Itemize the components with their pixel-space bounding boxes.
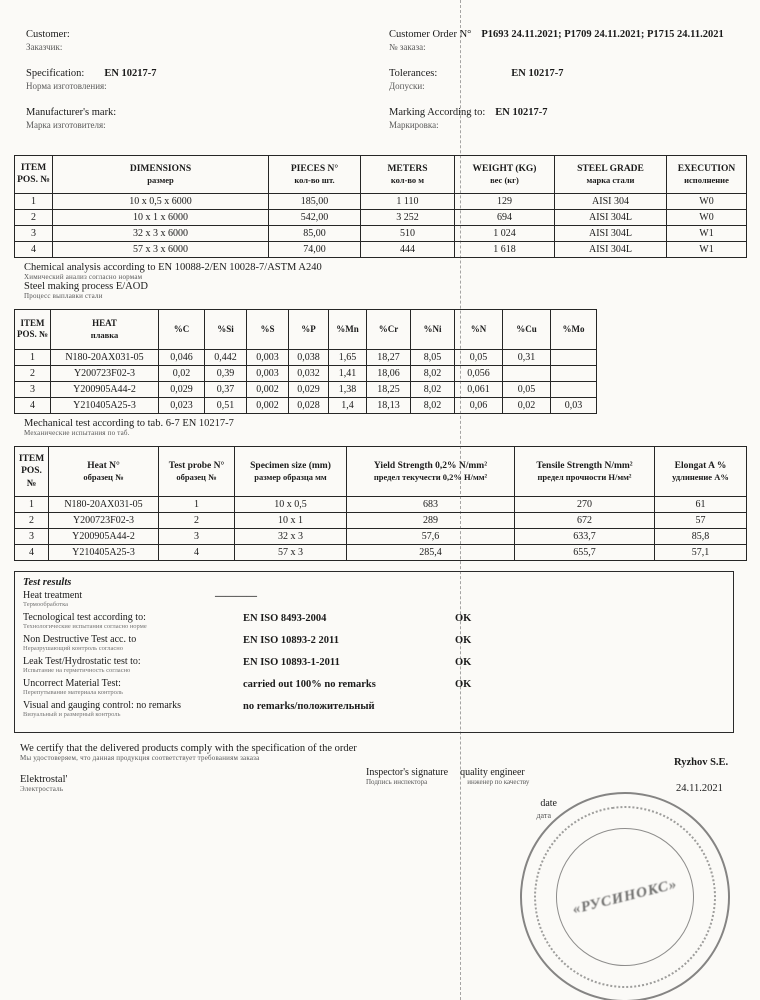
table-cell: 0,056 [455, 366, 503, 382]
table-cell: 8,05 [411, 350, 455, 366]
chemical-analysis-note [24, 262, 746, 300]
col-si: %Si [205, 309, 247, 349]
inspector-signature-label: Inspector's signature [366, 767, 449, 779]
table-cell: 57 x 3 x 6000 [53, 241, 269, 257]
table-cell [551, 382, 597, 398]
marking-label: Marking According to: [389, 107, 486, 118]
col-heat-no: Heat N° образец № [49, 447, 159, 497]
table-cell: 1 [159, 497, 235, 513]
test-status: OK [455, 679, 472, 691]
quality-engineer-label: quality engineer [460, 767, 525, 779]
table-cell: 4 [15, 545, 49, 561]
test-label: Heat treatment [23, 590, 83, 602]
table-cell: 0,032 [289, 366, 329, 382]
test-label: Visual and gauging control: no remarks [23, 700, 181, 712]
col-steel-grade: STEEL GRADE марка стали [555, 156, 667, 194]
date-label: date [540, 798, 557, 810]
table-row [15, 350, 597, 366]
col-item-pos: ITEM POS. № [15, 156, 53, 194]
table-cell: 57 x 3 [235, 545, 347, 561]
mechanical-table [14, 446, 747, 561]
header-left [14, 24, 389, 141]
certify-statement-ru: Мы удостоверяем, что данная продукция соответствует требованиям заказа [20, 754, 260, 763]
specification-field [26, 63, 389, 91]
table-cell: 3 [15, 225, 53, 241]
table-cell: 1 024 [455, 225, 555, 241]
inspector-signature-label-ru: Подпись инспектора [366, 778, 428, 787]
company-stamp [506, 778, 743, 1000]
table-cell: 18,25 [367, 382, 411, 398]
table-cell: N180-20AX031-05 [51, 350, 159, 366]
table-cell: 4 [159, 545, 235, 561]
col-n: %N [455, 309, 503, 349]
customer-order-field [389, 24, 746, 52]
customer-field [26, 24, 389, 52]
customer-label: Customer: [26, 29, 70, 40]
table-row [15, 513, 747, 529]
tolerances-label-ru: Допуски: [389, 81, 425, 91]
customer-label-ru: Заказчик: [26, 42, 63, 52]
col-cr: %Cr [367, 309, 411, 349]
table-cell: 8,02 [411, 366, 455, 382]
col-weight: WEIGHT (KG) вес (кг) [455, 156, 555, 194]
table-cell: 1,65 [329, 350, 367, 366]
table-cell: 18,13 [367, 398, 411, 414]
stamp-center-text: «РУСИНОКС» [570, 875, 679, 918]
table-cell: 444 [361, 241, 455, 257]
table-cell: 1 [15, 350, 51, 366]
table-cell [551, 350, 597, 366]
table-cell: 0,05 [455, 350, 503, 366]
header [14, 24, 746, 141]
test-label-ru: Термообработка [23, 601, 69, 609]
table-cell: 2 [15, 366, 51, 382]
mechanical-test-note-ru: Механические испытания по таб. [24, 429, 130, 438]
col-tensile-strength: Tensile Strength N/mm² предел прочности Н/мм² [515, 447, 655, 497]
customer-order-label-ru: № заказа: [389, 42, 426, 52]
dimensions-header-row [15, 156, 747, 194]
mechanical-test-note-en: Mechanical test according to tab. 6-7 EN 10217-7 [24, 418, 234, 430]
customer-order-label: Customer Order N° [389, 29, 472, 40]
table-cell: 0,038 [289, 350, 329, 366]
table-cell: 2 [15, 513, 49, 529]
col-meters: METERS кол-во м [361, 156, 455, 194]
col-test-probe: Test probe N° образец № [159, 447, 235, 497]
table-cell: Y200905A44-2 [51, 382, 159, 398]
table-row [15, 545, 747, 561]
test-value: carried out 100% no remarks [243, 679, 376, 691]
test-result-row-material [23, 678, 723, 696]
col-cu: %Cu [503, 309, 551, 349]
test-status: OK [455, 657, 472, 669]
manufacturer-mark-label: Manufacturer's mark: [26, 107, 117, 118]
table-cell: 57,1 [655, 545, 747, 561]
table-cell [551, 366, 597, 382]
table-cell: Y210405A25-3 [49, 545, 159, 561]
test-status: OK [455, 613, 472, 625]
table-cell: W0 [667, 193, 747, 209]
table-cell: 129 [455, 193, 555, 209]
table-cell: 510 [361, 225, 455, 241]
table-cell: 85,8 [655, 529, 747, 545]
table-cell: 0,37 [205, 382, 247, 398]
steel-process-note-en: Steel making process E/AOD [24, 280, 148, 292]
test-result-row-leak [23, 656, 723, 674]
table-cell: 74,00 [269, 241, 361, 257]
table-row [15, 193, 747, 209]
test-label: Tecnological test according to: [23, 612, 146, 624]
chemistry-table [14, 309, 597, 414]
table-cell: 32 x 3 x 6000 [53, 225, 269, 241]
table-cell: Y200905A44-2 [49, 529, 159, 545]
certify-statement [20, 743, 746, 762]
table-cell: 1 [15, 193, 53, 209]
quality-engineer-label-ru: инженер по качеству [467, 778, 530, 787]
table-cell: 185,00 [269, 193, 361, 209]
col-specimen-size: Specimen size (mm) размер образца мм [235, 447, 347, 497]
table-cell: 0,02 [503, 398, 551, 414]
signature-date: 24.11.2021 [676, 783, 723, 795]
test-result-row-heat-treatment [23, 590, 723, 608]
table-cell: 270 [515, 497, 655, 513]
table-cell: Y210405A25-3 [51, 398, 159, 414]
test-status [455, 590, 723, 591]
table-cell: 1,4 [329, 398, 367, 414]
table-cell: 10 x 1 x 6000 [53, 209, 269, 225]
table-cell: 0,03 [551, 398, 597, 414]
col-c: %C [159, 309, 205, 349]
manufacturer-mark-label-ru: Марка изготовителя: [26, 120, 106, 130]
table-cell: 0,029 [289, 382, 329, 398]
dimensions-table [14, 155, 747, 258]
table-cell: 0,003 [247, 366, 289, 382]
table-cell: N180-20AX031-05 [49, 497, 159, 513]
table-row [15, 382, 597, 398]
test-status [455, 700, 723, 701]
col-mo: %Mo [551, 309, 597, 349]
table-cell: 10 x 0,5 [235, 497, 347, 513]
test-status: OK [455, 635, 472, 647]
table-cell: 32 x 3 [235, 529, 347, 545]
col-heat: HEAT плавка [51, 309, 159, 349]
table-cell: 3 [159, 529, 235, 545]
test-value: EN ISO 10893-1-2011 [243, 657, 340, 669]
col-p: %P [289, 309, 329, 349]
test-label-ru: Неразрушающий контроль согласно [23, 645, 123, 653]
test-result-row-visual [23, 700, 723, 718]
col-yield-strength: Yield Strength 0,2% N/mm² предел текучести 0,2% Н/мм² [347, 447, 515, 497]
table-cell: 85,00 [269, 225, 361, 241]
table-cell [503, 366, 551, 382]
specification-label-ru: Норма изготовления: [26, 81, 107, 91]
tolerances-field [389, 63, 746, 91]
col-ni: %Ni [411, 309, 455, 349]
table-cell: 8,02 [411, 382, 455, 398]
date-label-ru: дата [536, 811, 551, 821]
table-row [15, 225, 747, 241]
table-cell: 0,06 [455, 398, 503, 414]
test-results-title: Test results [23, 577, 72, 589]
table-cell: 4 [15, 241, 53, 257]
table-cell: 2 [15, 209, 53, 225]
table-cell: 3 [15, 529, 49, 545]
table-cell: 0,31 [503, 350, 551, 366]
table-cell: 542,00 [269, 209, 361, 225]
table-cell: Y200723F02-3 [51, 366, 159, 382]
table-cell: 0,023 [159, 398, 205, 414]
mechanical-test-note [24, 418, 746, 437]
test-label: Non Destructive Test acc. to [23, 634, 137, 646]
table-cell: 2 [159, 513, 235, 529]
test-value: no remarks/положительный [243, 701, 375, 713]
table-cell: 0,39 [205, 366, 247, 382]
table-cell: AISI 304 [555, 193, 667, 209]
chemical-analysis-note-en: Chemical analysis according to EN 10088-2/EN 10028-7/ASTM A240 [24, 261, 322, 273]
certify-statement-en: We certify that the delivered products comply with the specification of the order [20, 743, 357, 755]
col-pieces: PIECES N° кол-во шт. [269, 156, 361, 194]
table-cell: 18,06 [367, 366, 411, 382]
table-row [15, 366, 597, 382]
test-value: EN ISO 8493-2004 [243, 613, 327, 625]
table-cell: AISI 304L [555, 225, 667, 241]
table-cell: W1 [667, 241, 747, 257]
table-cell: 0,003 [247, 350, 289, 366]
specification-label: Specification: [26, 68, 85, 79]
table-cell: 0,028 [289, 398, 329, 414]
marking-label-ru: Маркировка: [389, 120, 439, 130]
table-cell: 57,6 [347, 529, 515, 545]
place-en: Elektrostal' [20, 774, 68, 786]
tolerances-label: Tolerances: [389, 68, 438, 79]
table-cell: 10 x 0,5 x 6000 [53, 193, 269, 209]
table-cell: 8,02 [411, 398, 455, 414]
table-cell: 1 110 [361, 193, 455, 209]
mechanical-header-row [15, 447, 747, 497]
steel-process-note-ru: Процесс выплавки стали [24, 291, 103, 300]
table-cell: 694 [455, 209, 555, 225]
test-label: Uncorrect Material Test: [23, 678, 121, 690]
specification-value: EN 10217-7 [104, 68, 157, 79]
test-label-ru: Перепутывание материала контроль [23, 689, 124, 697]
test-value: ———— [215, 591, 257, 603]
place-ru: Электросталь [20, 785, 64, 794]
col-execution: EXECUTION исполнение [667, 156, 747, 194]
table-cell: W0 [667, 209, 747, 225]
table-row [15, 529, 747, 545]
customer-order-value: P1693 24.11.2021; P1709 24.11.2021; P1715 24.11.2021 [481, 29, 724, 40]
table-cell: Y200723F02-3 [49, 513, 159, 529]
table-cell: 0,02 [159, 366, 205, 382]
test-label: Leak Test/Hydrostatic test to: [23, 656, 141, 668]
table-cell: 18,27 [367, 350, 411, 366]
table-cell: AISI 304L [555, 241, 667, 257]
col-elongation: Elongat A % удлинение А% [655, 447, 747, 497]
test-label-ru: Технологические испытания согласно норме [23, 623, 147, 631]
table-cell: 289 [347, 513, 515, 529]
test-label-ru: Испытание на герметичность согласно [23, 667, 131, 675]
table-cell: 0,002 [247, 382, 289, 398]
table-cell: 683 [347, 497, 515, 513]
chemistry-header-row [15, 309, 597, 349]
table-row [15, 398, 597, 414]
marking-field [389, 102, 746, 130]
table-cell: 655,7 [515, 545, 655, 561]
marking-value: EN 10217-7 [495, 107, 548, 118]
table-cell: 3 252 [361, 209, 455, 225]
table-cell: 633,7 [515, 529, 655, 545]
table-row [15, 241, 747, 257]
table-cell: 1,41 [329, 366, 367, 382]
table-cell: 1,38 [329, 382, 367, 398]
table-cell: 1 618 [455, 241, 555, 257]
test-results-box [14, 571, 734, 733]
table-row [15, 209, 747, 225]
col-mn: %Mn [329, 309, 367, 349]
manufacturer-mark-field [26, 102, 389, 130]
table-cell: 3 [15, 382, 51, 398]
table-cell: 1 [15, 497, 49, 513]
table-cell: 0,046 [159, 350, 205, 366]
table-cell: 0,05 [503, 382, 551, 398]
col-dimensions: DIMENSIONS размер [53, 156, 269, 194]
table-row [15, 497, 747, 513]
table-cell: 0,51 [205, 398, 247, 414]
table-cell: 4 [15, 398, 51, 414]
col-item-pos: ITEM POS. № [15, 309, 51, 349]
col-item-pos: ITEM POS. № [15, 447, 49, 497]
table-cell: W1 [667, 225, 747, 241]
table-cell: 285,4 [347, 545, 515, 561]
table-cell: 0,061 [455, 382, 503, 398]
test-value: EN ISO 10893-2 2011 [243, 635, 339, 647]
test-result-row-ndt [23, 634, 723, 652]
table-cell: AISI 304L [555, 209, 667, 225]
table-cell: 0,442 [205, 350, 247, 366]
table-cell: 61 [655, 497, 747, 513]
test-label-ru: Визуальный и размерный контроль [23, 711, 121, 719]
tolerances-value: EN 10217-7 [511, 68, 564, 79]
table-cell: 672 [515, 513, 655, 529]
col-s: %S [247, 309, 289, 349]
signer-name: Ryzhov S.E. [674, 757, 729, 769]
table-cell: 0,002 [247, 398, 289, 414]
table-cell: 57 [655, 513, 747, 529]
chemical-analysis-note-ru: Химический анализ согласно нормам [24, 272, 143, 281]
table-cell: 10 x 1 [235, 513, 347, 529]
header-right [389, 24, 746, 141]
table-cell: 0,029 [159, 382, 205, 398]
test-result-row-tecnological [23, 612, 723, 630]
